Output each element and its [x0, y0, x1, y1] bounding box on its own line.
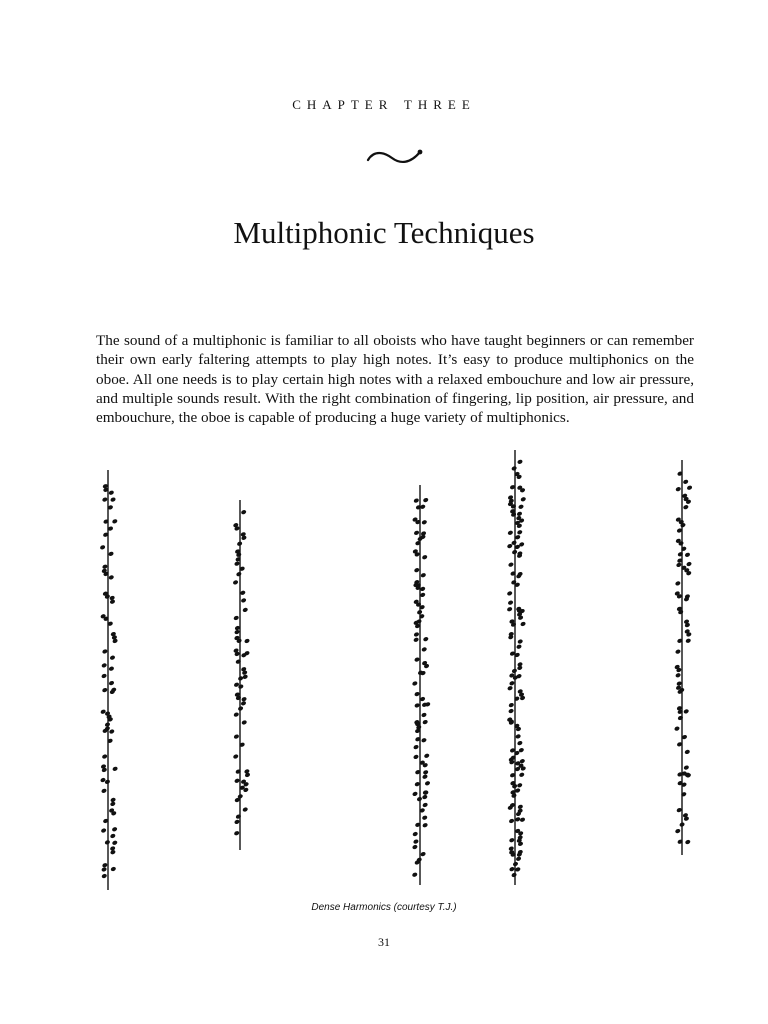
notation-stave [412, 485, 431, 885]
figure-caption: Dense Harmonics (courtesy T.J.) [311, 902, 457, 913]
ornament-swash-icon [364, 146, 424, 168]
body-paragraph: The sound of a multiphonic is familiar to all oboists who have taught beginners or can remember their own early faltering attempts to play high notes. It’s easy to produce multiphonics on the oboe. All one needs is to play certain high notes with a relaxed embouchure and low air pressure, and multiple sounds result. With the right combination of fingering, lip position, air pressure, and embouchure, the oboe is capable of producing a huge variety of multiphonics. [96, 332, 694, 426]
notation-stave [506, 450, 526, 885]
notation-stave [232, 500, 250, 850]
dense-harmonics-figure [90, 445, 710, 900]
notation-stave [99, 470, 118, 890]
chapter-label: chapter three [292, 93, 476, 113]
chapter-title: Multiphonic Techniques [233, 214, 535, 250]
page-number: 31 [378, 935, 390, 949]
notation-stave [674, 460, 693, 855]
